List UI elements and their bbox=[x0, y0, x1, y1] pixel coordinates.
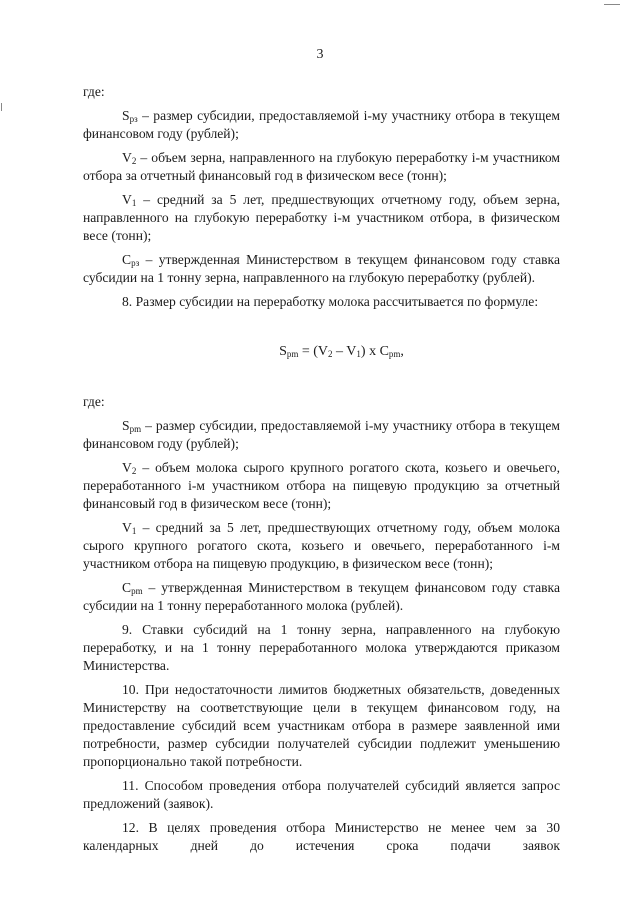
definition-v1-grain: $V_1$ – средний за 5 лет, предшествующих отчетному году, объем зерна, направленного на глубокую переработку i-м участником отбора, в физическом весе (тонн); bbox=[83, 192, 560, 243]
document-body bbox=[83, 83, 560, 861]
item-9: 9. Ставки субсидий на 1 тонну зерна, направленного на глубокую переработку, и на 1 тонну переработанного молока утверждаются приказом Министерства. bbox=[83, 622, 560, 673]
definition-s-rz: $S_{рз}$ – размер субсидии, предоставляемой i-му участнику отбора в текущем финансовом году (рублей); bbox=[83, 108, 560, 141]
item-8: 8. Размер субсидии на переработку молока рассчитывается по формуле: bbox=[122, 294, 539, 309]
definition-s-pm: $S_{pm}$ – размер субсидии, предоставляемой i-му участнику отбора в текущем финансовом году (рублей); bbox=[83, 418, 560, 451]
page-number: 3 bbox=[316, 47, 324, 62]
where-label-1: где: bbox=[83, 84, 105, 99]
definition-v2-grain: $V_2$ – объем зерна, направленного на глубокую переработку i-м участником отбора за отчетный финансовый год в физическом весе (тонн); bbox=[83, 150, 560, 183]
scan-mark-top-right bbox=[604, 4, 620, 5]
where-label-2: где: bbox=[83, 394, 105, 409]
item-10: 10. При недостаточности лимитов бюджетных обязательств, доведенных Министерству на соответствующие цели в текущем финансовом году, на предоставление субсидий всем участникам отбора в размере заявленной ими потребности, размер субсидии получателей субсидии подлежит уменьшению пропорционально такой потребности. bbox=[83, 682, 560, 769]
item-11: 11. Способом проведения отбора получателей субсидий является запрос предложений (заявок). bbox=[83, 778, 560, 811]
scan-mark-left bbox=[1, 103, 2, 111]
definition-v1-milk: $V_1$ – средний за 5 лет, предшествующих отчетному году, объем молока сырого крупного рогатого скота, козьего и овечьего, переработанного i-м участником отбора на пищевую продукцию, в физическом весе (тонн); bbox=[83, 520, 560, 571]
definition-c-pm: $C_{pm}$ – утвержденная Министерством в текущем финансовом году ставка субсидии на 1 тонну переработанного молока (рублей). bbox=[83, 580, 560, 613]
definition-c-rz: $C_{рз}$ – утвержденная Министерством в текущем финансовом году ставка субсидии на 1 тонну зерна, направленного на глубокую переработку (рублей). bbox=[83, 252, 560, 285]
item-12: 12. В целях проведения отбора Министерство не менее чем за 30 календарных дней до истечения срока подачи заявок bbox=[83, 820, 560, 853]
definition-v2-milk: $V_2$ – объем молока сырого крупного рогатого скота, козьего и овечьего, переработанного i-м участником отбора на пищевую продукцию за отчетный финансовый год в физическом весе (тонн); bbox=[83, 460, 560, 511]
formula-milk-subsidy: $S_{pm} = (V_2 - V_1)$ x $C_{pm}$, bbox=[279, 344, 404, 359]
